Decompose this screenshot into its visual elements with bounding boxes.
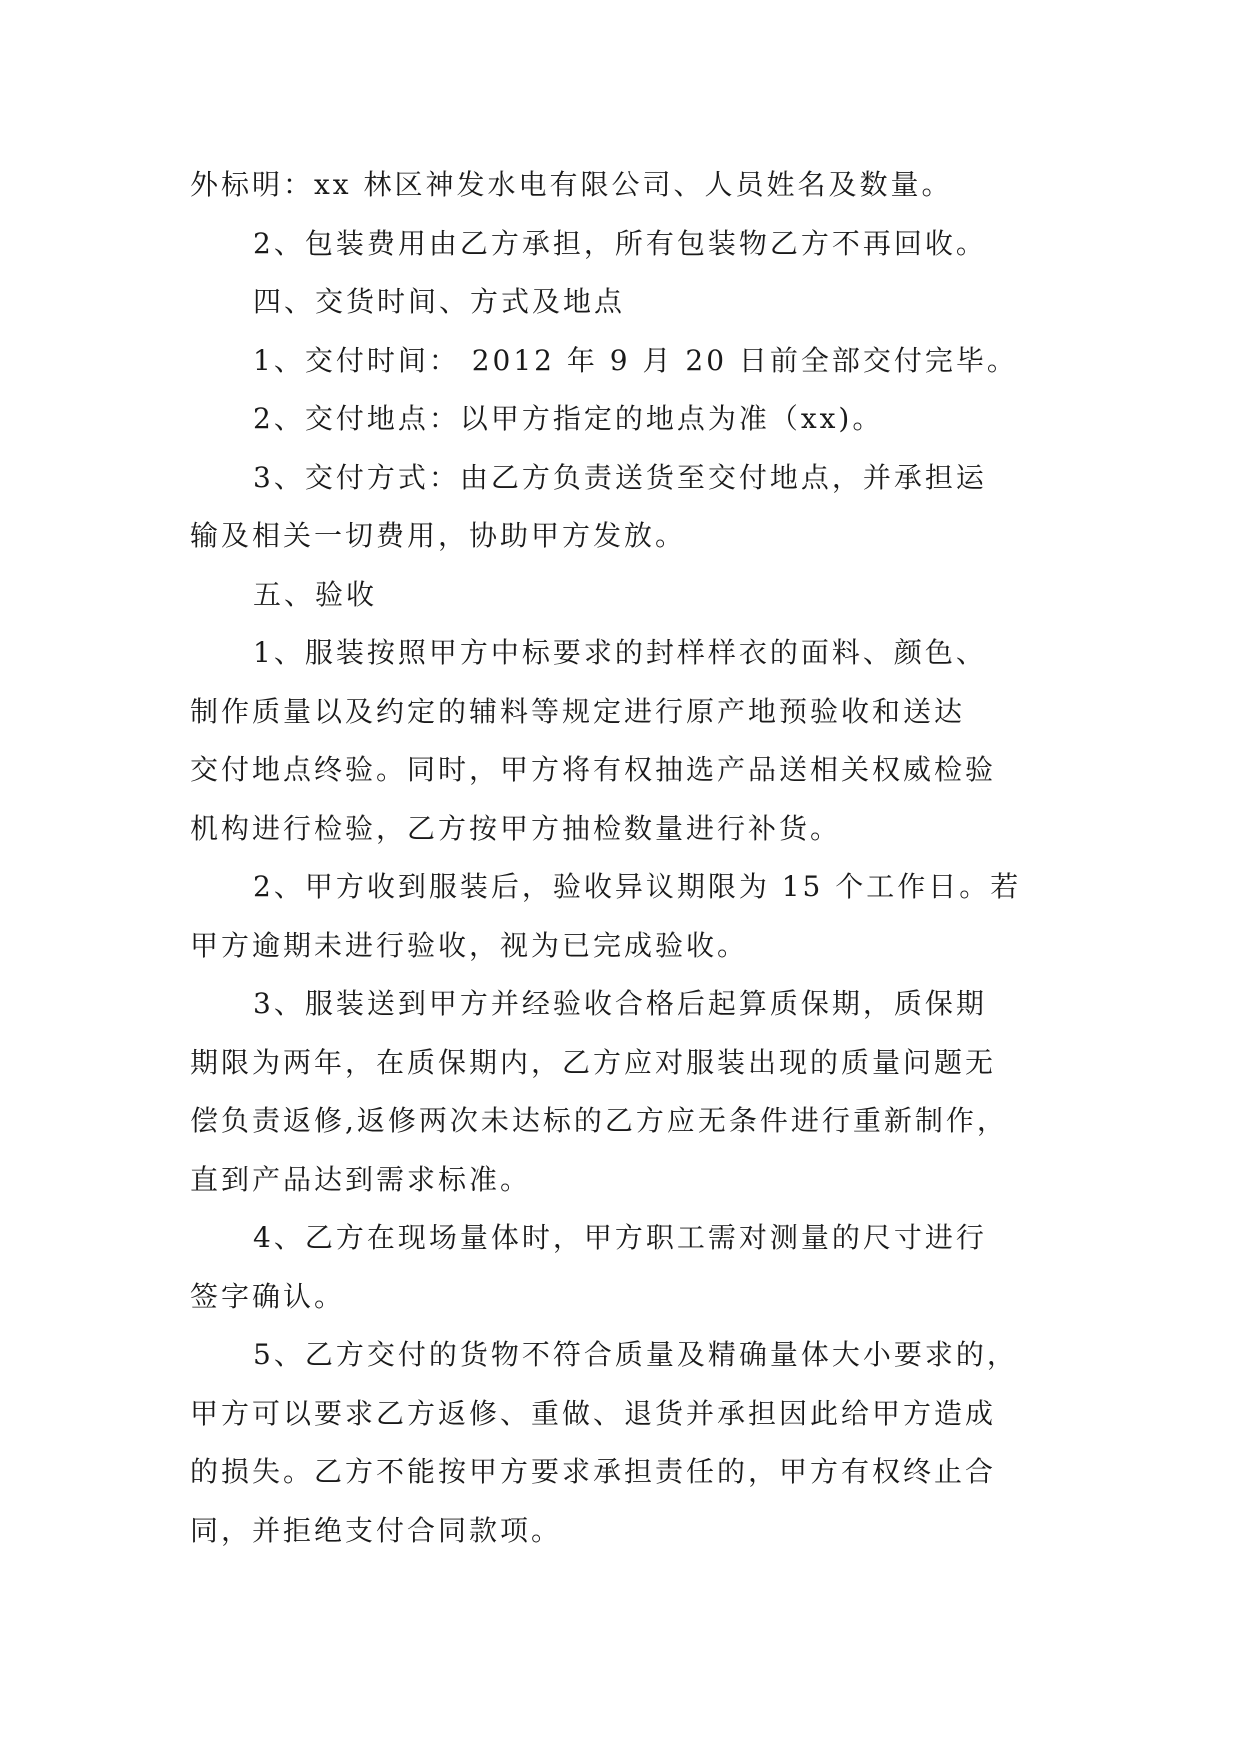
text-line: 机构进行检验，乙方按甲方抽检数量进行补货。 — [190, 811, 842, 845]
text-line: 2、甲方收到服装后，验收异议期限为 15 个工作日。若 — [253, 870, 1022, 903]
text-line: 3、交付方式：由乙方负责送货至交付地点，并承担运 — [253, 460, 987, 494]
text-line: 交付地点终验。同时，甲方将有权抽选产品送相关权威检验 — [190, 753, 997, 786]
document-page — [190, 156, 1055, 1560]
text-line: 2、交付地点：以甲方指定的地点为准（xx)。 — [253, 402, 884, 435]
text-line: 的损失。乙方不能按甲方要求承担责任的，甲方有权终止合 — [190, 1455, 997, 1488]
text-line: 甲方可以要求乙方返修、重做、退货并承担因此给甲方造成 — [190, 1396, 997, 1430]
text-line: 1、服装按照甲方中标要求的封样样衣的面料、颜色、 — [253, 636, 987, 669]
text-line: 签字确认。 — [190, 1279, 346, 1313]
text-line: 外标明：xx 林区神发水电有限公司、人员姓名及数量。 — [190, 168, 953, 201]
text-line: 偿负责返修,返修两次未达标的乙方应无条件进行重新制作， — [190, 1104, 1008, 1137]
text-line: 1、交付时间： 2012 年 9 月 20 日前全部交付完毕。 — [253, 343, 1018, 377]
text-line: 3、服装送到甲方并经验收合格后起算质保期，质保期 — [253, 987, 987, 1020]
section-heading: 四、交货时间、方式及地点 — [253, 285, 626, 318]
text-line: 4、乙方在现场量体时，甲方职工需对测量的尺寸进行 — [253, 1221, 987, 1254]
section-heading: 五、验收 — [253, 577, 378, 611]
text-line: 制作质量以及约定的辅料等规定进行原产地预验收和送达 — [190, 694, 966, 728]
text-line: 同，并拒绝支付合同款项。 — [190, 1513, 563, 1547]
text-line: 期限为两年，在质保期内，乙方应对服装出现的质量问题无 — [190, 1045, 997, 1079]
text-line: 直到产品达到需求标准。 — [190, 1162, 532, 1196]
text-line: 2、包装费用由乙方承担，所有包装物乙方不再回收。 — [253, 226, 987, 260]
text-line: 输及相关一切费用，协助甲方发放。 — [190, 519, 687, 552]
text-line: 5、乙方交付的货物不符合质量及精确量体大小要求的， — [253, 1338, 1018, 1371]
text-line: 甲方逾期未进行验收，视为已完成验收。 — [190, 928, 749, 962]
